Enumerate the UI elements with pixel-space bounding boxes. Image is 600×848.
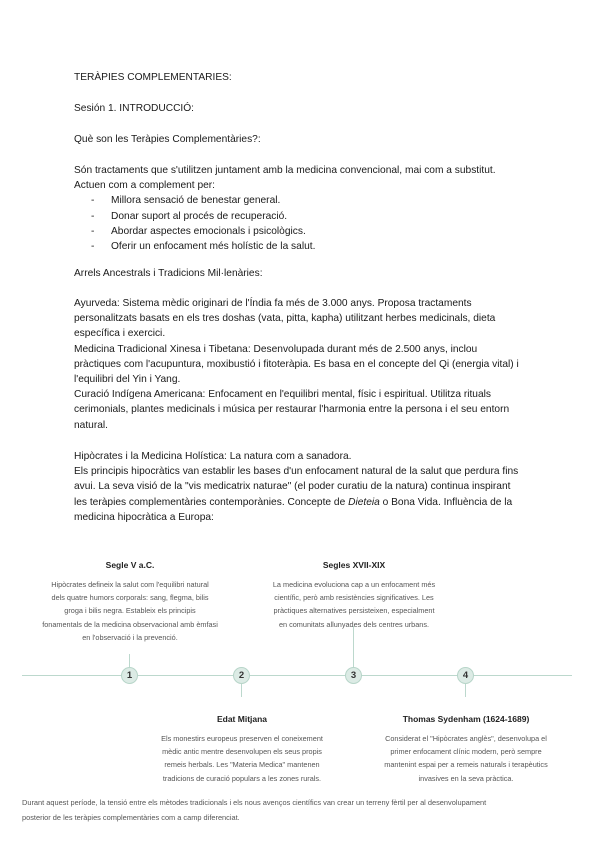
timeline-footer <box>22 795 582 826</box>
event-text-line: pràctiques alternatives persisteixen, especialment <box>273 606 435 616</box>
timeline-event-title: Segles XVII-XIX <box>322 560 386 570</box>
timeline-node: 1 <box>121 667 138 684</box>
question-heading: Què son les Teràpies Complementàries?: <box>74 134 261 145</box>
list-item: - Abordar aspectes emocionals i psicològics. <box>91 225 306 237</box>
event-text-line: tradicions de curació populars a les zones rurals. <box>162 773 322 783</box>
document-title: TERÀPIES COMPLEMENTARIES: <box>74 72 232 83</box>
paragraph-line: avui. La seva visió de la "vis medicatrix naturae" (el poder curatiu de la natura) continua inspirant <box>74 481 511 493</box>
event-text-line: La medicina evoluciona cap a un enfocament més <box>272 580 436 589</box>
timeline-event-text <box>244 578 464 631</box>
timeline-connector <box>465 684 466 697</box>
timeline-event-text <box>356 732 576 785</box>
hippocrates-paragraph <box>74 449 534 525</box>
event-text-line: invasives en la seva pràctica. <box>418 773 514 783</box>
timeline-event-title: Segle V a.C. <box>105 560 155 570</box>
event-text-line: científic, però amb resistències significatives. Les <box>274 593 434 603</box>
timeline-connector <box>129 654 130 667</box>
list-item: - Millora sensació de benestar general. <box>91 195 281 207</box>
paragraph-line: medicina hipocràtica a Europa: <box>74 511 214 523</box>
list-item-text: Abordar aspectes emocionals i psicològics. <box>111 225 306 237</box>
event-text-line: primer enfocament clínic modern, però sempre <box>390 747 542 757</box>
timeline-axis <box>22 675 572 676</box>
paragraph-line <box>74 495 534 510</box>
paragraph-line: pràctiques com l'acupuntura, moxibustió i fitoteràpia. Es basa en el concepte del Qi (energia vital) i <box>74 358 519 370</box>
event-text-line: Els monestirs europeus preserven el coneixement <box>161 734 323 743</box>
event-text-line: mantenint espai per a remeis naturals i terapèutics <box>384 760 548 770</box>
event-text-line: en comunitats allunyades dels centres urbans. <box>278 619 430 629</box>
event-text-line: fonamentals de la medicina observacional amb èmfasi <box>42 619 218 629</box>
paragraph-line: Els principis hipocràtics van establir les bases d'un enfocament natural de la salut que perdura fins <box>74 466 519 478</box>
paragraph-line: Medicina Tradicional Xinesa i Tibetana: Desenvolupada durant més de 2.500 anys, inclou <box>74 343 478 355</box>
benefits-list <box>74 193 534 254</box>
traditions-paragraph <box>74 296 534 433</box>
event-text-line: en l'observació i la prevenció. <box>82 632 178 642</box>
paragraph-line: personalitzats basats en els tres doshas (vata, pitta, kapha) utilitzant herbes medicinals, dieta <box>74 313 496 325</box>
list-item: - Oferir un enfocament més holístic de la salut. <box>91 241 316 253</box>
timeline-node: 3 <box>345 667 362 684</box>
timeline-event-title: Thomas Sydenham (1624-1689) <box>402 714 530 724</box>
timeline-connector <box>241 684 242 697</box>
list-item-text: Oferir un enfocament més holístic de la salut. <box>111 241 316 253</box>
paragraph-line: Hipòcrates i la Medicina Holística: La natura com a sanadora. <box>74 451 352 462</box>
paragraph-line: específica i exercici. <box>74 328 166 340</box>
list-item: - Donar suport al procés de recuperació. <box>91 210 288 222</box>
event-text-line: Considerat el "Hipòcrates anglès", desenvolupa el <box>385 734 547 743</box>
event-text-line: remeis herbals. Les "Materia Medica" mantenen <box>164 760 320 770</box>
event-text-line: groga i bilis negra. Estableix els principis <box>64 606 196 616</box>
timeline-node: 2 <box>233 667 250 684</box>
paragraph-line: natural. <box>74 419 108 431</box>
paragraph-line: l'equilibri del Yin i Yang. <box>74 374 181 386</box>
intro-line: Actuen com a complement per: <box>74 180 215 192</box>
footer-line: posterior de les teràpies complementàries com a camp diferenciat. <box>22 813 240 823</box>
paragraph-line: Curació Indígena Americana: Enfocament en l'equilibri mental, físic i espiritual. Utilitza rituals <box>74 389 491 401</box>
session-heading: Sesión 1. INTRODUCCIÓ: <box>74 103 195 114</box>
footer-line: Durant aquest període, la tensió entre els mètodes tradicionals i els nous avenços científics van crear un terreny fèrtil per al desenvolupament <box>22 798 487 807</box>
timeline-event-text <box>132 732 352 785</box>
event-text-line: Hipòcrates defineix la salut com l'equilibri natural <box>51 580 209 589</box>
timeline-event-text <box>20 578 240 644</box>
timeline-event-title: Edat Mitjana <box>216 714 268 724</box>
timeline-node: 4 <box>457 667 474 684</box>
roots-heading: Arrels Ancestrals i Tradicions Mil·lenàries: <box>74 268 263 279</box>
timeline-connector <box>353 626 354 667</box>
paragraph-text: o Bona Vida. Influència de la <box>379 496 513 508</box>
intro-line: Són tractaments que s'utilitzen juntament amb la medicina convencional, mai com a substitut. <box>74 165 496 176</box>
intro-paragraph <box>74 163 534 254</box>
dieteia-term: Dieteia <box>348 496 380 508</box>
event-text-line: mèdic antic mentre desenvolupen els seus propis <box>162 747 322 757</box>
paragraph-line: Ayurveda: Sistema mèdic originari de l'Índia fa més de 3.000 anys. Proposa tractaments <box>74 298 472 309</box>
list-item-text: Millora sensació de benestar general. <box>111 195 281 207</box>
event-text-line: dels quatre humors corporals: sang, flegma, bilis <box>51 593 209 603</box>
list-item-text: Donar suport al procés de recuperació. <box>111 210 288 222</box>
paragraph-text: les teràpies complementàries contemporànies. Concepte de <box>74 496 346 508</box>
paragraph-line: cerimonials, plantes medicinals i música per restaurar l'harmonia entre la persona i el seu entorn <box>74 404 510 416</box>
